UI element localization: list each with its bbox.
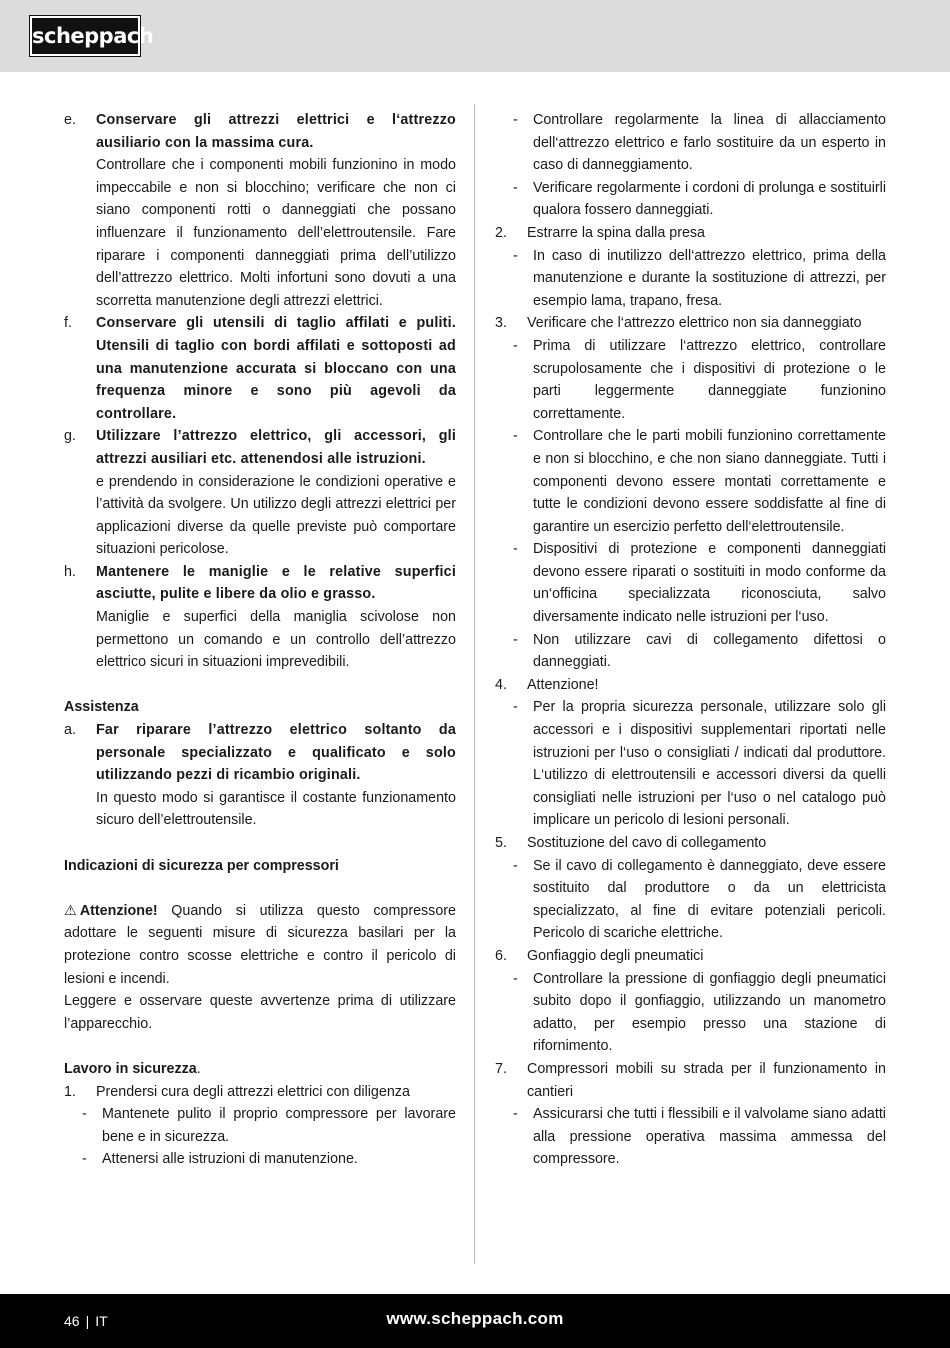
- dash-item: - Controllare la pressione di gonfiaggio degli pneumatici subito dopo il gonfiaggio, utilizzando un manometro adatto, per esempio presso una stazione di rifornimento.: [495, 968, 886, 1058]
- left-column: [64, 109, 456, 1171]
- section-heading-lavoro: [64, 1058, 456, 1081]
- item-title: Mantenere le maniglie e le relative superfici asciutte, pulite e libere da olio e grasso.: [96, 563, 456, 603]
- item-number: 7.: [495, 1060, 507, 1077]
- website-link[interactable]: www.scheppach.com: [386, 1309, 564, 1328]
- heading-text: Lavoro in sicurezza: [64, 1060, 197, 1077]
- dash-item: - Dispositivi di protezione e componenti danneggiati devono essere riparati o sostituiti in modo conforme da un‘officina specializzata riconosciuta, salvo diversamente indicato nelle istruzioni per l‘uso.: [495, 538, 886, 628]
- dash-text: Assicurarsi che tutti i flessibili e il valvolame siano adatti alla pressione operativa massima ammessa del compressore.: [533, 1106, 886, 1168]
- item-number: 5.: [495, 835, 507, 851]
- page-footer: [0, 1294, 950, 1348]
- item-number: 1.: [64, 1083, 76, 1100]
- item-title: Utilizzare l’attrezzo elettrico, gli accessori, gli attrezzi ausiliari etc. attenendosi alle istruzioni.: [96, 428, 456, 467]
- item-body: Controllare che i componenti mobili funzionino in modo impeccabile e non si blocchino; verificare che non ci siano componenti rotti o danneggiati che possano influenzare il funzionamento dell’elettroutensile. Fare riparare i componenti danneggiati prima dell’utilizzo dell’attrezzo elettrico. Molti infortuni sono dovuti a una scorretta manutenzione degli attrezzi elettrici.: [96, 157, 456, 309]
- page-header: [0, 0, 950, 72]
- dash-item: - Per la propria sicurezza personale, utilizzare solo gli accessori e i dispositivi supplementari riportati nelle istruzioni per l‘uso o consigliati / indicati dal produttore. L‘utilizzo di elettroutensili e accessori diversi da quelli consigliati nelle istruzioni per l‘uso o nel catalogo può implicare un pericolo di lesioni personali.: [495, 696, 886, 832]
- dash-item: - Controllare che le parti mobili funzionino correttamente e non si blocchino, e che non siano danneggiate. Tutti i componenti devono essere montati correttamente e tutte le condizioni devono essere soddisfatte al fine di garantire un esercizio perfetto dell‘elettroutensile.: [495, 425, 886, 538]
- warning-paragraph: [64, 900, 456, 990]
- dash-item: - Verificare regolarmente i cordoni di prolunga e sostituirli qualora fossero danneggiati.: [495, 177, 886, 222]
- dash-text: Per la propria sicurezza personale, utilizzare solo gli accessori e i dispositivi supplementari riportati nelle istruzioni per l‘uso o consigliati / indicati dal produttore. L‘utilizzo di elettroutensili e accessori diversi da quelli consigliati nelle istruzioni per l‘uso o nel catalogo può implicare un pericolo di lesioni personali.: [533, 699, 886, 829]
- dash-item: - Assicurarsi che tutti i flessibili e il valvolame siano adatti alla pressione operativa massima ammessa del compressore.: [495, 1103, 886, 1171]
- dash-text: Se il cavo di collegamento è danneggiato, deve essere sostituito dal produttore o da un elettricista specializzato, al fine di evitare potenziali pericoli. Pericolo di scariche elettriche.: [533, 857, 886, 942]
- item-body: Maniglie e superfici della maniglia scivolose non permettono un comando e un controllo dell’attrezzo elettrico sicuri in situazioni imprevedibili.: [96, 609, 456, 671]
- dash-text: Controllare che le parti mobili funzionino correttamente e non si blocchino, e che non siano danneggiate. Tutti i componenti devono essere montati correttamente e tutte le condizioni devono essere soddisfatte al fine di garantire un esercizio perfetto dell‘elettroutensile.: [533, 428, 886, 535]
- heading-period: .: [196, 1060, 201, 1077]
- numbered-item-5: [495, 832, 886, 855]
- numbered-item-4: [495, 674, 886, 697]
- dash-item: - In caso di inutilizzo dell‘attrezzo elettrico, prima della manutenzione e durante la sostituzione di attrezzi, per esempio lama, trapano, fresa.: [495, 245, 886, 313]
- dash-item: - Prima di utilizzare l‘attrezzo elettrico, controllare scrupolosamente che i dispositivi di protezione o le parti leggermente danneggiate funzionino correttamente.: [495, 335, 886, 425]
- dash-item: - Attenersi alle istruzioni di manutenzione.: [64, 1148, 456, 1171]
- item-title: Gonfiaggio degli pneumatici: [527, 947, 704, 964]
- item-title: Compressori mobili su strada per il funzionamento in cantieri: [527, 1060, 886, 1100]
- item-title: Far riparare l’attrezzo elettrico soltanto da personale specializzato e qualificato e solo utilizzando pezzi di ricambio originali.: [96, 722, 456, 784]
- dash-item: - Mantenete pulito il proprio compressore per lavorare bene e in sicurezza.: [64, 1103, 456, 1148]
- list-item-e: [64, 109, 456, 154]
- dash-text: Verificare regolarmente i cordoni di prolunga e sostituirli qualora fossero danneggiati.: [533, 179, 886, 219]
- item-letter: h.: [64, 563, 76, 580]
- section-heading-compressori: Indicazioni di sicurezza per compressori: [64, 857, 339, 874]
- dash-text: Prima di utilizzare l‘attrezzo elettrico, controllare scrupolosamente che i dispositivi di protezione o le parti leggermente danneggiate funzionino correttamente.: [533, 337, 886, 422]
- item-title: Verificare che l‘attrezzo elettrico non sia danneggiato: [527, 315, 862, 332]
- dash-item: - Non utilizzare cavi di collegamento difettosi o danneggiati.: [495, 629, 886, 674]
- warning-label: Attenzione!: [79, 902, 158, 919]
- numbered-item-1: [64, 1081, 456, 1104]
- item-letter: e.: [64, 112, 76, 128]
- item-title: Prendersi cura degli attrezzi elettrici con diligenza: [96, 1083, 410, 1100]
- dash-item: - Se il cavo di collegamento è danneggiato, deve essere sostituito dal produttore o da un elettricista specializzato, al fine di evitare potenziali pericoli. Pericolo di scariche elettriche.: [495, 855, 886, 945]
- read-instructions-text: Leggere e osservare queste avvertenze prima di utilizzare l’apparecchio.: [64, 993, 456, 1032]
- column-divider: [474, 104, 475, 1264]
- item-title: Conservare gli attrezzi elettrici e l‘attrezzo ausiliario con la massima cura.: [96, 112, 456, 151]
- list-item-a: [64, 719, 456, 787]
- dash-text: Non utilizzare cavi di collegamento difettosi o danneggiati.: [533, 631, 886, 671]
- page-number: 46: [64, 1313, 80, 1329]
- item-title: Conservare gli utensili di taglio affilati e puliti. Utensili di taglio con bordi affilati e sottoposti ad una manutenzione accurata si bloccano con una frequenza minore e sono più agevoli da controllare.: [96, 315, 456, 422]
- language-code: IT: [95, 1313, 108, 1329]
- item-letter: f.: [64, 315, 72, 332]
- dash-text: In caso di inutilizzo dell‘attrezzo elettrico, prima della manutenzione e durante la sostituzione di attrezzi, per esempio lama, trapano, fresa.: [533, 247, 886, 309]
- item-number: 6.: [495, 947, 507, 964]
- item-number: 2.: [495, 224, 507, 241]
- dash-text: Controllare regolarmente la linea di allacciamento dell‘attrezzo elettrico e farlo sostituire da un esperto in caso di danneggiamento.: [533, 112, 886, 174]
- warning-icon: ⚠: [64, 902, 77, 919]
- numbered-item-6: [495, 945, 886, 968]
- section-heading-assistenza: Assistenza: [64, 699, 139, 716]
- list-item-g: [64, 425, 456, 470]
- list-item-h: [64, 561, 456, 606]
- scheppach-logo: scheppach: [30, 16, 140, 56]
- item-body: In questo modo si garantisce il costante funzionamento sicuro dell’elettroutensile.: [96, 789, 456, 829]
- numbered-item-7: [495, 1058, 886, 1103]
- item-letter: g.: [64, 428, 76, 445]
- item-title: Attenzione!: [527, 676, 599, 693]
- dash-text: Dispositivi di protezione e componenti danneggiati devono essere riparati o sostituiti in modo conforme da un‘officina specializzata riconosciuta, salvo diversamente indicato nelle istruzioni per l‘uso.: [533, 541, 886, 626]
- dash-text: Controllare la pressione di gonfiaggio degli pneumatici subito dopo il gonfiaggio, utilizzando un manometro adatto, per esempio presso una stazione di rifornimento.: [533, 970, 886, 1055]
- dash-text: Attenersi alle istruzioni di manutenzione.: [102, 1151, 358, 1168]
- item-body: e prendendo in considerazione le condizioni operative e l’attività da svolgere. Un utilizzo degli attrezzi elettrici per applicazioni diverse da quelle previste può comportare situazioni pericolose.: [96, 473, 456, 558]
- warning-text: Quando si utilizza questo compressore adottare le seguenti misure di sicurezza basilari per la protezione contro scosse elettriche e contro il pericolo di lesioni e incendi.: [64, 902, 456, 987]
- item-letter: a.: [64, 722, 76, 739]
- right-column: [495, 109, 886, 1171]
- item-number: 4.: [495, 676, 507, 693]
- list-item-f: [64, 312, 456, 425]
- dash-text: Mantenete pulito il proprio compressore per lavorare bene e in sicurezza.: [102, 1106, 456, 1145]
- dash-item: - Controllare regolarmente la linea di allacciamento dell‘attrezzo elettrico e farlo sostituire da un esperto in caso di danneggiamento.: [495, 109, 886, 177]
- numbered-item-2: [495, 222, 886, 245]
- item-title: Sostituzione del cavo di collegamento: [527, 835, 767, 851]
- numbered-item-3: [495, 312, 886, 335]
- page-separator: |: [85, 1313, 90, 1329]
- item-number: 3.: [495, 315, 507, 332]
- item-title: Estrarre la spina dalla presa: [527, 224, 706, 241]
